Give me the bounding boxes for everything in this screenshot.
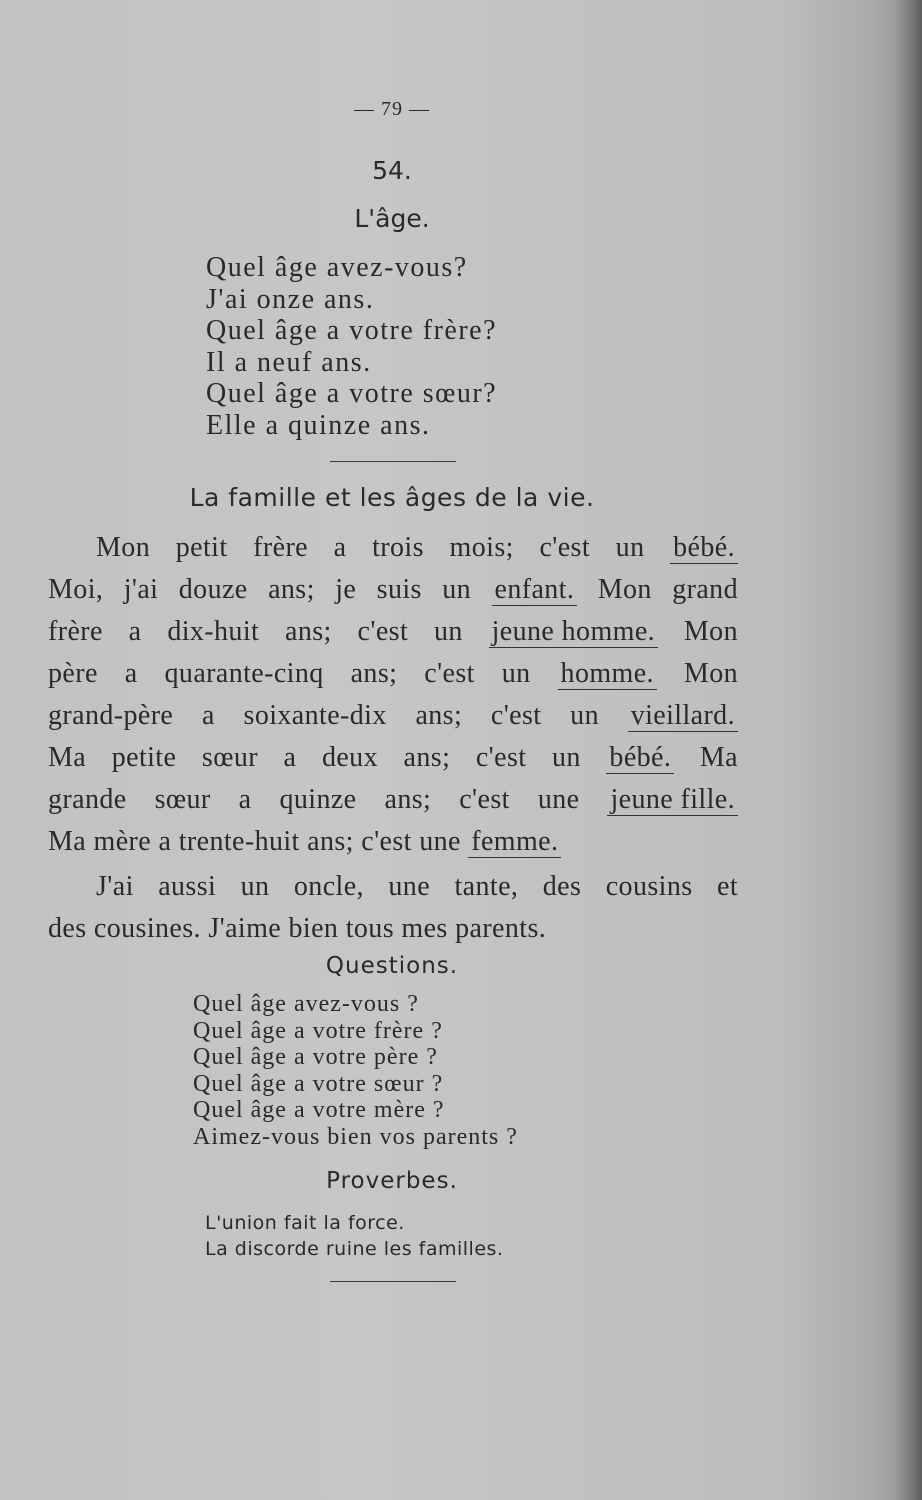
- question-item: Quel âge a votre mère ?: [193, 1097, 445, 1123]
- question-item: Aimez-vous bien vos parents ?: [193, 1123, 518, 1150]
- text-line: [48, 779, 738, 821]
- text-line: [48, 821, 738, 863]
- text-line: des cousines. J'aime bien tous mes parents.: [48, 913, 547, 944]
- text-run: grande sœur a quinze ans; c'est une: [48, 784, 580, 815]
- underlined-term: vieillard.: [628, 701, 738, 732]
- text-run: Mon petit frère a trois mois; c'est un: [96, 532, 645, 563]
- proverbs-list: [205, 1210, 503, 1262]
- proverb-item: La discorde ruine les familles.: [205, 1238, 504, 1260]
- questions-list: [193, 991, 518, 1150]
- section-title: La famille et les âges de la vie.: [189, 483, 595, 512]
- text-run: frère a dix-huit ans; c'est un: [48, 616, 463, 647]
- text-run: Mon: [683, 616, 738, 647]
- page-edge-shadow: [894, 0, 922, 1500]
- page-number: — 79 —: [354, 98, 430, 120]
- underlined-term: homme.: [558, 659, 657, 690]
- dialogue-line: Elle a quinze ans.: [206, 409, 431, 441]
- proverbs-heading: Proverbes.: [326, 1168, 458, 1194]
- lesson-number: 54.: [372, 156, 412, 185]
- text-run: Moi, j'ai douze ans; je suis un: [48, 574, 472, 605]
- text-line: [48, 569, 738, 611]
- underlined-term: bébé.: [606, 743, 674, 774]
- dialogue-line: Quel âge a votre sœur?: [206, 378, 498, 409]
- dialogue-line: Il a neuf ans.: [206, 346, 372, 378]
- underlined-term: femme.: [468, 827, 561, 858]
- dialogue-line: J'ai onze ans.: [206, 283, 375, 315]
- question-item: Quel âge a votre frère ?: [193, 1017, 443, 1044]
- family-paragraph: [48, 527, 738, 863]
- question-item: Quel âge avez-vous ?: [193, 991, 419, 1017]
- underlined-term: enfant.: [492, 575, 578, 606]
- text-line: [48, 695, 738, 737]
- text-run: Mon: [683, 658, 739, 689]
- dialogue-line: Quel âge avez-vous?: [206, 252, 468, 283]
- divider: [330, 1281, 456, 1282]
- question-item: Quel âge a votre sœur ?: [193, 1070, 444, 1097]
- lesson-title: L'âge.: [354, 204, 430, 233]
- text-run: grand-père a soixante-dix ans; c'est un: [48, 700, 599, 731]
- text-run: Ma petite sœur a deux ans; c'est un: [48, 742, 581, 773]
- text-run: Mon grand: [597, 574, 738, 605]
- text-line: [48, 653, 738, 695]
- text-line: [48, 527, 738, 569]
- text-run: Ma mère a trente-huit ans; c'est une: [48, 826, 461, 857]
- text-run: Ma: [699, 742, 738, 773]
- parents-paragraph: [48, 866, 738, 950]
- proverb-item: L'union fait la force.: [205, 1212, 405, 1234]
- underlined-term: bébé.: [670, 533, 738, 564]
- underlined-term: jeune homme.: [489, 617, 658, 648]
- question-item: Quel âge a votre père ?: [193, 1044, 438, 1070]
- dialogue: [206, 252, 497, 441]
- text-line: [48, 737, 738, 779]
- text-run: père a quarante-cinq ans; c'est un: [48, 658, 531, 689]
- underlined-term: jeune fille.: [607, 785, 738, 816]
- divider: [330, 461, 456, 462]
- questions-heading: Questions.: [325, 953, 459, 979]
- text-line: [48, 611, 738, 653]
- dialogue-line: Quel âge a votre frère?: [206, 315, 497, 346]
- text-line: J'ai aussi un oncle, une tante, des cousins et: [96, 871, 738, 902]
